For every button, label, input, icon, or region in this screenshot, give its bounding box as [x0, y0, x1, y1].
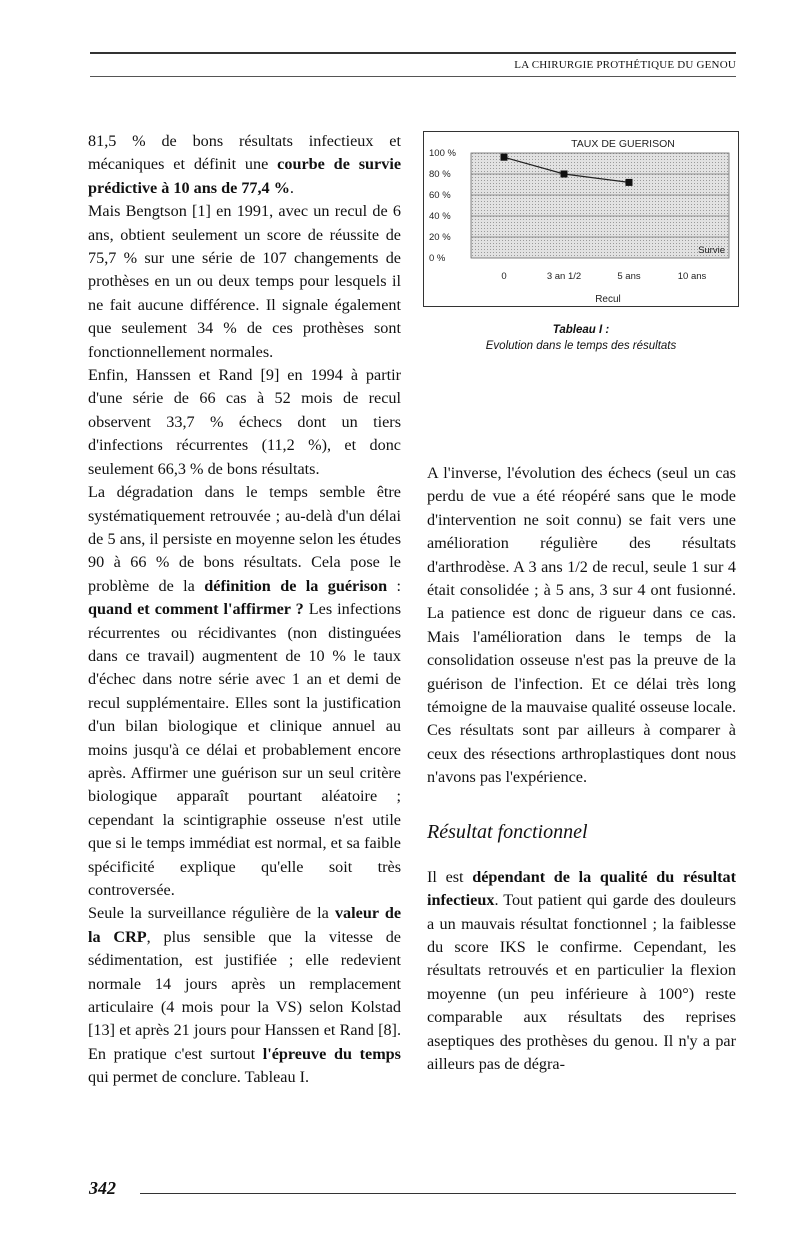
- x-axis-tick-labels: [501, 271, 706, 282]
- footer-rule: [140, 1193, 736, 1194]
- chart-frame: [423, 131, 739, 307]
- y-tick-label: 20 %: [429, 232, 451, 243]
- text-run: Seule la surveillance régulière de la: [88, 904, 335, 923]
- figure-caption: [423, 322, 739, 354]
- paragraph-4: [88, 481, 401, 902]
- page-number: 342: [89, 1178, 116, 1198]
- emphasis-healing-definition: définition de la guérison: [204, 576, 388, 595]
- y-tick-label: 80 %: [429, 169, 451, 180]
- x-axis-label: Recul: [595, 294, 621, 305]
- top-rule: [90, 52, 736, 54]
- y-tick-label: 0 %: [429, 253, 446, 264]
- y-tick-label: 100 %: [429, 148, 456, 159]
- paragraph-2: Mais Bengtson [1] en 1991, avec un recul de 6 ans, obtient seulement un score de réussite de 75,7 % sur une série de 107 changements de prothèses en un ou deux temps pour lesquels il ne fait aucune différence. Il signale également que seulement 34 % de ces prothèses sont fonctionnellement normales.: [88, 202, 401, 361]
- legend-entry-survie: Survie: [698, 245, 725, 256]
- paragraph-1: [88, 130, 401, 200]
- x-tick-label: 10 ans: [677, 271, 707, 282]
- emphasis-survival-curve: courbe de survie prédictive à 10 ans de 77,4 %: [88, 155, 401, 197]
- caption-title: Tableau I :: [552, 324, 610, 336]
- text-run: La dégradation dans le temps semble être systématiquement retrouvée ; au-delà d'un délai de 5 ans, il persiste en moyenne selon les études 90 à 66 % de bons résultats. Cela pose le problème de la: [88, 483, 401, 595]
- left-column: [88, 130, 401, 1090]
- header-rule: [90, 76, 736, 77]
- text-run: Les infections récurrentes ou récidivantes (non distinguées dans ce travail) augmentent de 10 % le taux d'échec dans notre série avec 1 an et demi de recul supplémentaire. Elles sont la justification d'un bilan biologique et clinique annuel au moins jusqu'à ce délai et probablement encore après. Affirmer une guérison sur un seul critère biologique apparaît pourtant aléatoire ; cependant la scintigraphie osseuse n'est utile que si le temps immédiat est normal, et sa faible spécificité explique qu'elle soit très controversée.: [88, 600, 401, 899]
- data-point: [626, 179, 633, 186]
- emphasis-infectious-quality: dépendant de la qualité du résultat infectieux: [427, 867, 736, 910]
- x-tick-label: 5 ans: [617, 271, 641, 282]
- data-point: [501, 154, 508, 161]
- plot-area: [471, 153, 729, 258]
- paragraph-3: Enfin, Hanssen et Rand [9] en 1994 à partir d'une série de 66 cas à 52 mois de recul observent 33,7 % échecs dont un tiers d'infections récurrentes (11,2 %), et donc seulement 66,3 % de bons résultats.: [88, 366, 401, 478]
- data-point: [561, 171, 568, 178]
- healing-rate-chart: [424, 132, 738, 306]
- text-run: . Tout patient qui garde des douleurs a un mauvais résultat fonctionnel ; la faiblesse du score IKS le confirme. Cependant, les résultats retrouvés et en particulier la flexion moyenne (un peu inférieure à 100°) reste comparable aux résultats des reprises aseptiques des prothèses du genou. Il n'y a par ailleurs pas de dégra-: [427, 891, 736, 1073]
- emphasis-time-test: l'épreuve du temps: [262, 1044, 401, 1063]
- y-axis-tick-labels: [429, 148, 456, 264]
- running-header: LA CHIRURGIE PROTHÉTIQUE DU GENOU: [514, 59, 736, 71]
- right-column: [427, 462, 736, 1076]
- x-tick-label: 0: [501, 271, 507, 282]
- text-run: .: [289, 178, 294, 197]
- paragraph-7: [427, 866, 736, 1077]
- caption-text: Evolution dans le temps des résultats: [485, 340, 677, 352]
- paragraph-5: [88, 902, 401, 1089]
- paragraph-6: A l'inverse, l'évolution des échecs (seul un cas perdu de vue a été réopéré sans que le mode d'intervention ne soit connu) se fait vers une amélioration régulière des résultats d'arthrodèse. A 3 ans 1/2 de recul, seule 1 sur 4 était consolidée ; à 5 ans, 3 sur 4 ont fusionné. La patience est donc de rigueur dans ce cas. Mais l'amélioration dans le temps de la consolidation osseuse n'est pas la preuve de la guérison de l'infection. Et ce délai très long témoigne de la mauvaise qualité osseuse locale. Ces résultats sont par ailleurs à comparer à ceux des résections arthroplastiques dont nous n'avons pas l'expérience.: [427, 464, 736, 787]
- text-run: qui permet de conclure. Tableau I.: [88, 1068, 310, 1087]
- text-run: , plus sensible que la vitesse de sédimentation, est justifiée ; elle redevient normale 14 jours après un remplacement articulaire (4 mois pour la VS) selon Kolstad [13] et après 21 jours pour Hanssen et Rand [8]. En pratique c'est surtout: [88, 927, 401, 1063]
- text-run: 81,5 % de bons résultats infectieux et mécaniques et définit une: [88, 132, 401, 174]
- x-tick-label: 3 an 1/2: [546, 271, 582, 282]
- section-heading: Résultat fonctionnel: [427, 820, 588, 843]
- emphasis-when-how: quand et comment l'affirmer ?: [88, 600, 304, 619]
- y-tick-label: 60 %: [429, 190, 451, 201]
- y-tick-label: 40 %: [429, 211, 451, 222]
- emphasis-crp: valeur de la CRP: [88, 904, 402, 946]
- text-run: Il est: [427, 867, 473, 886]
- text-run: :: [387, 576, 401, 595]
- chart-title: TAUX DE GUERISON: [571, 138, 675, 150]
